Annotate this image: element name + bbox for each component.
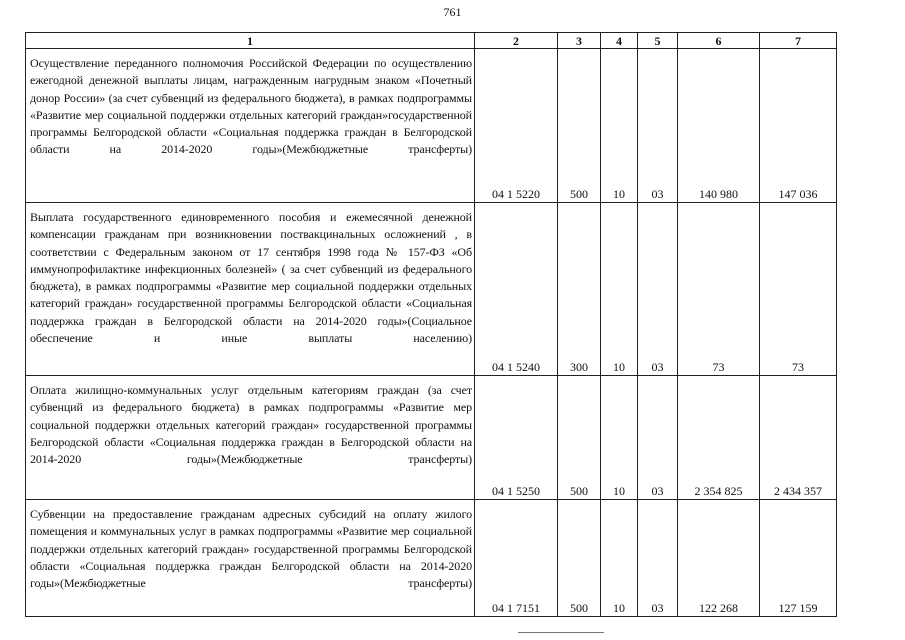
target-code: 04 1 5250 <box>475 376 558 500</box>
column-header: 6 <box>678 33 760 49</box>
row-description: Выплата государственного единовременного пособия и ежемесячной денежной компенсации гражданам при возникновении поствакцинальных осложнений , в соответствии с Федеральным законом от 17 сентября 1998 года № 157-ФЗ «Об иммунопрофилактике инфекционных болезней» ( за счет субвенций из федерального бюджета), в рамках подпрограммы «Развитие мер социальной поддержки отдельных категорий граждан» государственной программы Белгородской области «Социальная поддержка граждан в Белгородской области на 2014-2020 годы»(Социальное обеспечение и иные выплаты населению) <box>26 203 475 376</box>
amount-col7: 73 <box>760 203 837 376</box>
table-row <box>26 500 837 617</box>
expense-type: 300 <box>558 203 601 376</box>
table-row <box>26 49 837 203</box>
column-header: 2 <box>475 33 558 49</box>
budget-table <box>25 32 837 617</box>
section: 10 <box>601 500 638 617</box>
amount-col6: 140 980 <box>678 49 760 203</box>
table-row <box>26 203 837 376</box>
target-code: 04 1 5240 <box>475 203 558 376</box>
column-header: 4 <box>601 33 638 49</box>
target-code: 04 1 5220 <box>475 49 558 203</box>
subsection: 03 <box>638 203 678 376</box>
table-row <box>26 376 837 500</box>
row-description: Оплата жилищно-коммунальных услуг отдельным категориям граждан (за счет субвенций из федерального бюджета) в рамках подпрограммы «Развитие мер социальной поддержки отдельных категорий граждан» государственной программы Белгородской области «Социальная поддержка граждан в Белгородской области на 2014-2020 годы»(Межбюджетные трансферты) <box>26 376 475 500</box>
column-header: 1 <box>26 33 475 49</box>
scan-line-mark <box>518 632 604 633</box>
amount-col7: 127 159 <box>760 500 837 617</box>
expense-type: 500 <box>558 49 601 203</box>
expense-type: 500 <box>558 376 601 500</box>
header-row <box>26 33 837 49</box>
amount-col6: 2 354 825 <box>678 376 760 500</box>
amount-col7: 2 434 357 <box>760 376 837 500</box>
column-header: 5 <box>638 33 678 49</box>
subsection: 03 <box>638 49 678 203</box>
subsection: 03 <box>638 500 678 617</box>
target-code: 04 1 7151 <box>475 500 558 617</box>
subsection: 03 <box>638 376 678 500</box>
row-description: Осуществление переданного полномочия Российской Федерации по осуществлению ежегодной денежной выплаты лицам, награжденным нагрудным знаком «Почетный донор России» (за счет субвенций из федерального бюджета), в рамках подпрограммы «Развитие мер социальной поддержки отдельных категорий граждан»государственной программы Белгородской области «Социальная поддержка граждан в Белгородской области на 2014-2020 годы»(Межбюджетные трансферты) <box>26 49 475 203</box>
page-number: 761 <box>443 5 462 19</box>
amount-col7: 147 036 <box>760 49 837 203</box>
expense-type: 500 <box>558 500 601 617</box>
section: 10 <box>601 49 638 203</box>
amount-col6: 122 268 <box>678 500 760 617</box>
row-description: Субвенции на предоставление гражданам адресных субсидий на оплату жилого помещения и коммунальных услуг в рамках подпрограммы «Развитие мер социальной поддержки отдельных категорий граждан» государственной программы Белгородской области «Социальная поддержка граждан Белгородской области на 2014-2020 годы»(Межбюджетные трансферты) <box>26 500 475 617</box>
column-header: 3 <box>558 33 601 49</box>
amount-col6: 73 <box>678 203 760 376</box>
column-header: 7 <box>760 33 837 49</box>
section: 10 <box>601 376 638 500</box>
section: 10 <box>601 203 638 376</box>
